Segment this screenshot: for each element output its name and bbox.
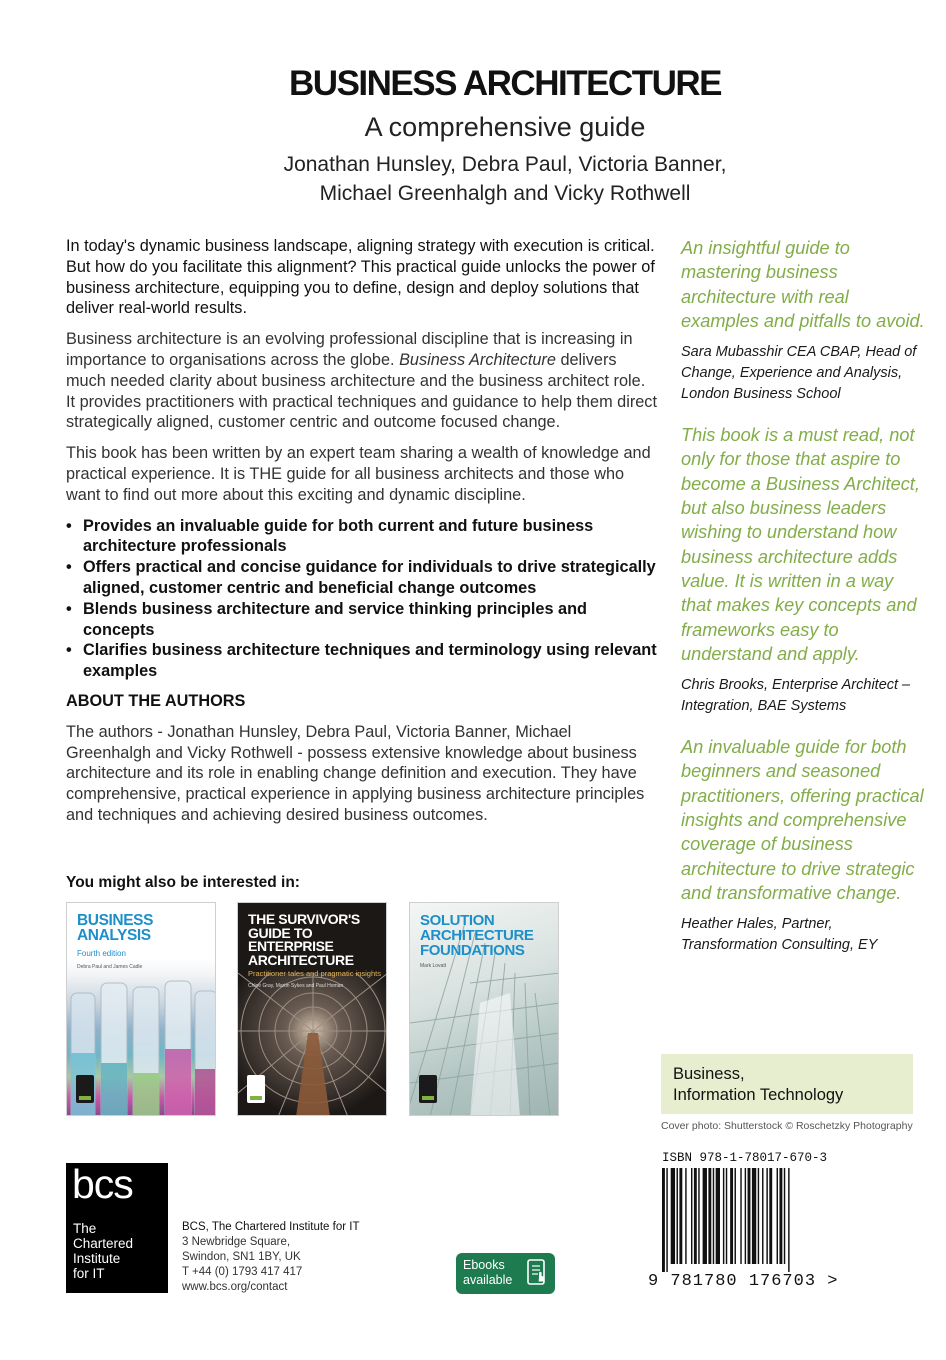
authors-line: Michael Greenhalgh and Vicky Rothwell <box>319 182 691 205</box>
barcode-bar <box>784 1168 785 1264</box>
barcode-bar <box>716 1168 720 1264</box>
list-item-text: Blends business architecture and service thinking principles and concepts <box>83 599 587 639</box>
barcode-bar <box>752 1168 756 1264</box>
category-line: Business, <box>673 1065 745 1083</box>
address-line: 3 Newbridge Square, <box>182 1236 291 1248</box>
barcode-bar <box>679 1168 682 1264</box>
bullet-icon: • <box>66 641 72 660</box>
isbn-label: ISBN 978-1-78017-670-3 <box>662 1151 828 1165</box>
barcode-digits: 9 781780 176703 > <box>648 1272 839 1291</box>
list-item-text: Offers practical and concise guidance for individuals to drive strategically aligned, customer centric and beneficial change outcomes <box>83 558 656 597</box>
related-book-survivors-guide[interactable] <box>237 902 387 1116</box>
list-item <box>66 640 658 682</box>
bcs-logo-icon <box>76 1075 94 1103</box>
barcode-bar <box>735 1168 736 1264</box>
paragraph-text: Business architecture is an evolving professional discipline that is increasing in importance to organisations across the globe. <box>66 330 633 369</box>
logo-wordmark: bcs <box>72 1161 133 1207</box>
endorsement-attribution: Chris Brooks, Enterprise Architect – Integration, BAE Systems <box>681 677 911 715</box>
address-line: Swindon, SN1 1BY, UK <box>182 1251 301 1263</box>
publisher-address <box>182 1220 359 1295</box>
tagline-line: for IT <box>73 1266 105 1281</box>
barcode <box>662 1168 834 1272</box>
barcode-bar <box>726 1168 727 1264</box>
barcode-bar <box>745 1168 746 1264</box>
tagline-line: Chartered <box>73 1236 134 1251</box>
category-line: Information Technology <box>673 1086 844 1104</box>
book-cover-subtitle: Practitioner tales and pragmatic insights <box>248 969 381 978</box>
ebooks-line: available <box>463 1273 513 1287</box>
related-books-heading: You might also be interested in: <box>66 874 300 891</box>
paragraph-text: delivers much needed clarity about business architecture and the business architect role. It provides practitioners with practical techniques and guidance to help them direct strategically aligned, customer centric and outcome focused change. <box>66 350 657 432</box>
endorsement-quote: An invaluable guide for both beginners and seasoned practitioners, offering practical insights and comprehensive coverage of business architecture to drive strategic and transformative change. <box>681 737 924 903</box>
barcode-bar <box>671 1168 675 1264</box>
barcode-bar <box>748 1168 751 1264</box>
cover-photo-credit: Cover photo: Shutterstock © Roschetzky Photography <box>661 1120 913 1132</box>
book-title: BUSINESS ARCHITECTURE <box>289 64 721 103</box>
barcode-bar <box>694 1168 697 1264</box>
book-title-inline: Business Architecture <box>399 350 556 369</box>
barcode-bar <box>769 1168 772 1264</box>
book-cover-edition: Fourth edition <box>77 949 126 958</box>
authors-line: Jonathan Hunsley, Debra Paul, Victoria Banner, <box>283 153 727 176</box>
list-item-text: Clarifies business architecture techniques and terminology using relevant examples <box>83 641 657 681</box>
publisher-website[interactable]: www.bcs.org/contact <box>182 1281 288 1293</box>
discipline-paragraph <box>66 329 658 433</box>
barcode-bar <box>740 1168 741 1264</box>
related-book-solution-architecture[interactable] <box>409 902 559 1116</box>
barcode-bar <box>708 1168 711 1264</box>
barcode-bar <box>779 1168 782 1264</box>
book-cover-authors: Chloé Gray, Martin Sykes and Paul Homan <box>248 983 344 989</box>
barcode-bar <box>698 1168 699 1264</box>
publisher-phone: T +44 (0) 1793 417 417 <box>182 1266 303 1278</box>
benefit-list <box>66 516 658 682</box>
logo-tagline <box>73 1221 133 1281</box>
ebooks-line: Ebooks <box>463 1258 505 1272</box>
bcs-logo <box>66 1163 168 1293</box>
expert-team-paragraph: This book has been written by an expert team sharing a wealth of knowledge and practical experience. It is THE guide for all business architects and those who want to find out more about this exciting and dynamic discipline. <box>66 444 651 504</box>
about-authors-body: The authors - Jonathan Hunsley, Debra Paul, Victoria Banner, Michael Greenhalgh and Vicky Rothwell - possess extensive knowledge about business architecture and its role in enabling change definition and execution. They have comprehensive, practical experience in applying business architecture principles and techniques and achieving desired business outcomes. <box>66 722 645 824</box>
book-subtitle: A comprehensive guide <box>364 112 646 142</box>
bcs-logo-icon <box>247 1075 265 1103</box>
book-cover-title: THE SURVIVOR'S GUIDE TO ENTERPRISE ARCHITECTURE <box>248 911 360 968</box>
endorsement-quote: An insightful guide to mastering business architecture with real examples and pitfalls to avoid. <box>681 238 925 331</box>
ebooks-available-badge <box>456 1253 555 1294</box>
book-cover-authors: Mark Lovatt <box>420 963 447 969</box>
barcode-bar <box>762 1168 763 1264</box>
book-cover-authors: Debra Paul and James Cadle <box>77 964 143 970</box>
barcode-bar <box>685 1168 686 1264</box>
bcs-logo-icon <box>419 1075 437 1103</box>
list-item <box>66 557 658 599</box>
endorsement-attribution: Sara Mubasshir CEA CBAP, Head of Change, Experience and Analysis, London Business School <box>681 344 917 403</box>
endorsement-attribution: Heather Hales, Partner, Transformation Consulting, EY <box>681 916 878 954</box>
barcode-bar <box>677 1168 678 1264</box>
ebooks-text <box>463 1258 512 1288</box>
ebook-device-icon <box>527 1259 547 1287</box>
barcode-bar <box>758 1168 759 1264</box>
book-cover-title: BUSINESS ANALYSIS <box>77 912 154 944</box>
barcode-bar <box>788 1168 789 1272</box>
tagline-line: The <box>73 1221 97 1236</box>
about-authors-heading: ABOUT THE AUTHORS <box>66 691 246 710</box>
barcode-bar <box>691 1168 692 1264</box>
list-item <box>66 516 658 558</box>
list-item <box>66 599 658 641</box>
barcode-bar <box>662 1168 665 1272</box>
lead-paragraph: In today's dynamic business landscape, aligning strategy with execution is critical. But how do you facilitate this alignment? This practical guide unlocks the power of business architecture, equipping you to define, design and deploy solutions that deliver real-world results. <box>66 237 655 318</box>
bullet-icon: • <box>66 599 72 618</box>
barcode-bar <box>723 1168 724 1264</box>
barcode-bar <box>730 1168 733 1264</box>
subject-category-box <box>661 1054 913 1114</box>
bullet-icon: • <box>66 516 72 535</box>
barcode-bar <box>666 1168 667 1272</box>
endorsements-column <box>681 236 927 968</box>
tagline-line: Institute <box>73 1251 121 1266</box>
related-book-business-analysis[interactable] <box>66 902 216 1116</box>
barcode-bar <box>703 1168 707 1264</box>
list-item-text: Provides an invaluable guide for both current and future business architecture professionals <box>83 516 594 556</box>
publisher-name: BCS, The Chartered Institute for IT <box>182 1221 360 1233</box>
barcode-bar <box>713 1168 714 1264</box>
blurb-column <box>66 236 658 836</box>
barcode-bar <box>777 1168 778 1264</box>
book-authors <box>0 150 946 208</box>
bullet-icon: • <box>66 558 72 577</box>
endorsement-quote: This book is a must read, not only for those that aspire to become a Business Architect, but also business leaders wishing to understand how business architecture adds value. It is written in a way that makes key concepts and frameworks easy to understand and apply. <box>681 425 920 664</box>
book-cover-title: SOLUTION ARCHITECTURE FOUNDATIONS <box>420 912 534 959</box>
barcode-bar <box>766 1168 767 1264</box>
